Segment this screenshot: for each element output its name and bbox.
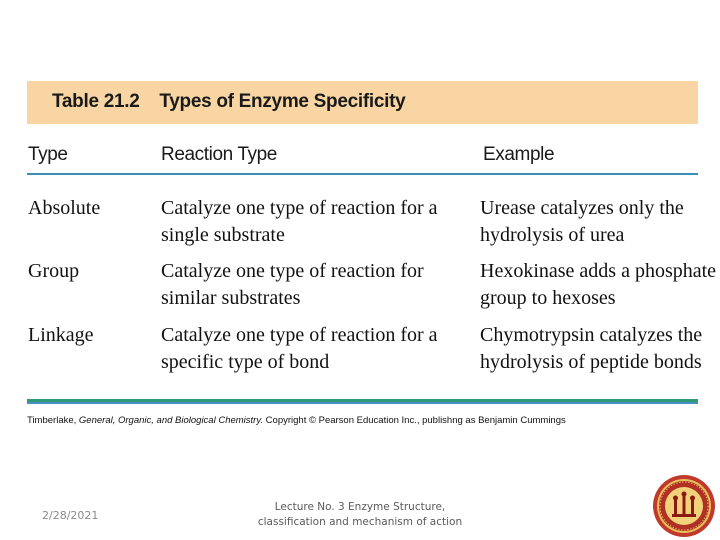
footer-lecture-title: Lecture No. 3 Enzyme Structure, classification and mechanism of action bbox=[257, 501, 463, 528]
university-seal-icon bbox=[652, 474, 716, 538]
cell-example: Hexokinase adds a phosphate group to hexoses bbox=[480, 260, 717, 309]
footer-date: 2/28/2021 bbox=[42, 509, 99, 522]
cell-reaction: Catalyze one type of reaction for similar substrates bbox=[161, 260, 424, 309]
citation-book: General, Organic, and Biological Chemistry. bbox=[78, 415, 264, 426]
cell-type: Absolute bbox=[28, 197, 101, 219]
cell-reaction: Catalyze one type of reaction for a single substrate bbox=[161, 197, 438, 246]
table-title-bar bbox=[27, 81, 698, 124]
citation-author: Timberlake, bbox=[27, 415, 77, 426]
cell-reaction: Catalyze one type of reaction for a specific type of bond bbox=[161, 324, 438, 373]
bottom-rule-blue bbox=[27, 402, 698, 404]
cell-example: Chymotrypsin catalyzes the hydrolysis of peptide bonds bbox=[480, 324, 703, 373]
header-reaction-type: Reaction Type bbox=[161, 144, 277, 165]
table-title: Table 21.2 Types of Enzyme Specificity bbox=[52, 91, 406, 112]
header-rule bbox=[27, 173, 698, 175]
citation-copyright: Copyright © Pearson Education Inc., publishng as Benjamin Cummings bbox=[265, 415, 566, 426]
cell-type: Group bbox=[28, 260, 80, 282]
header-type: Type bbox=[28, 144, 68, 165]
cell-example: Urease catalyzes only the hydrolysis of urea bbox=[480, 197, 684, 246]
cell-type: Linkage bbox=[28, 324, 94, 346]
citation bbox=[27, 415, 566, 426]
header-example: Example bbox=[483, 144, 555, 165]
